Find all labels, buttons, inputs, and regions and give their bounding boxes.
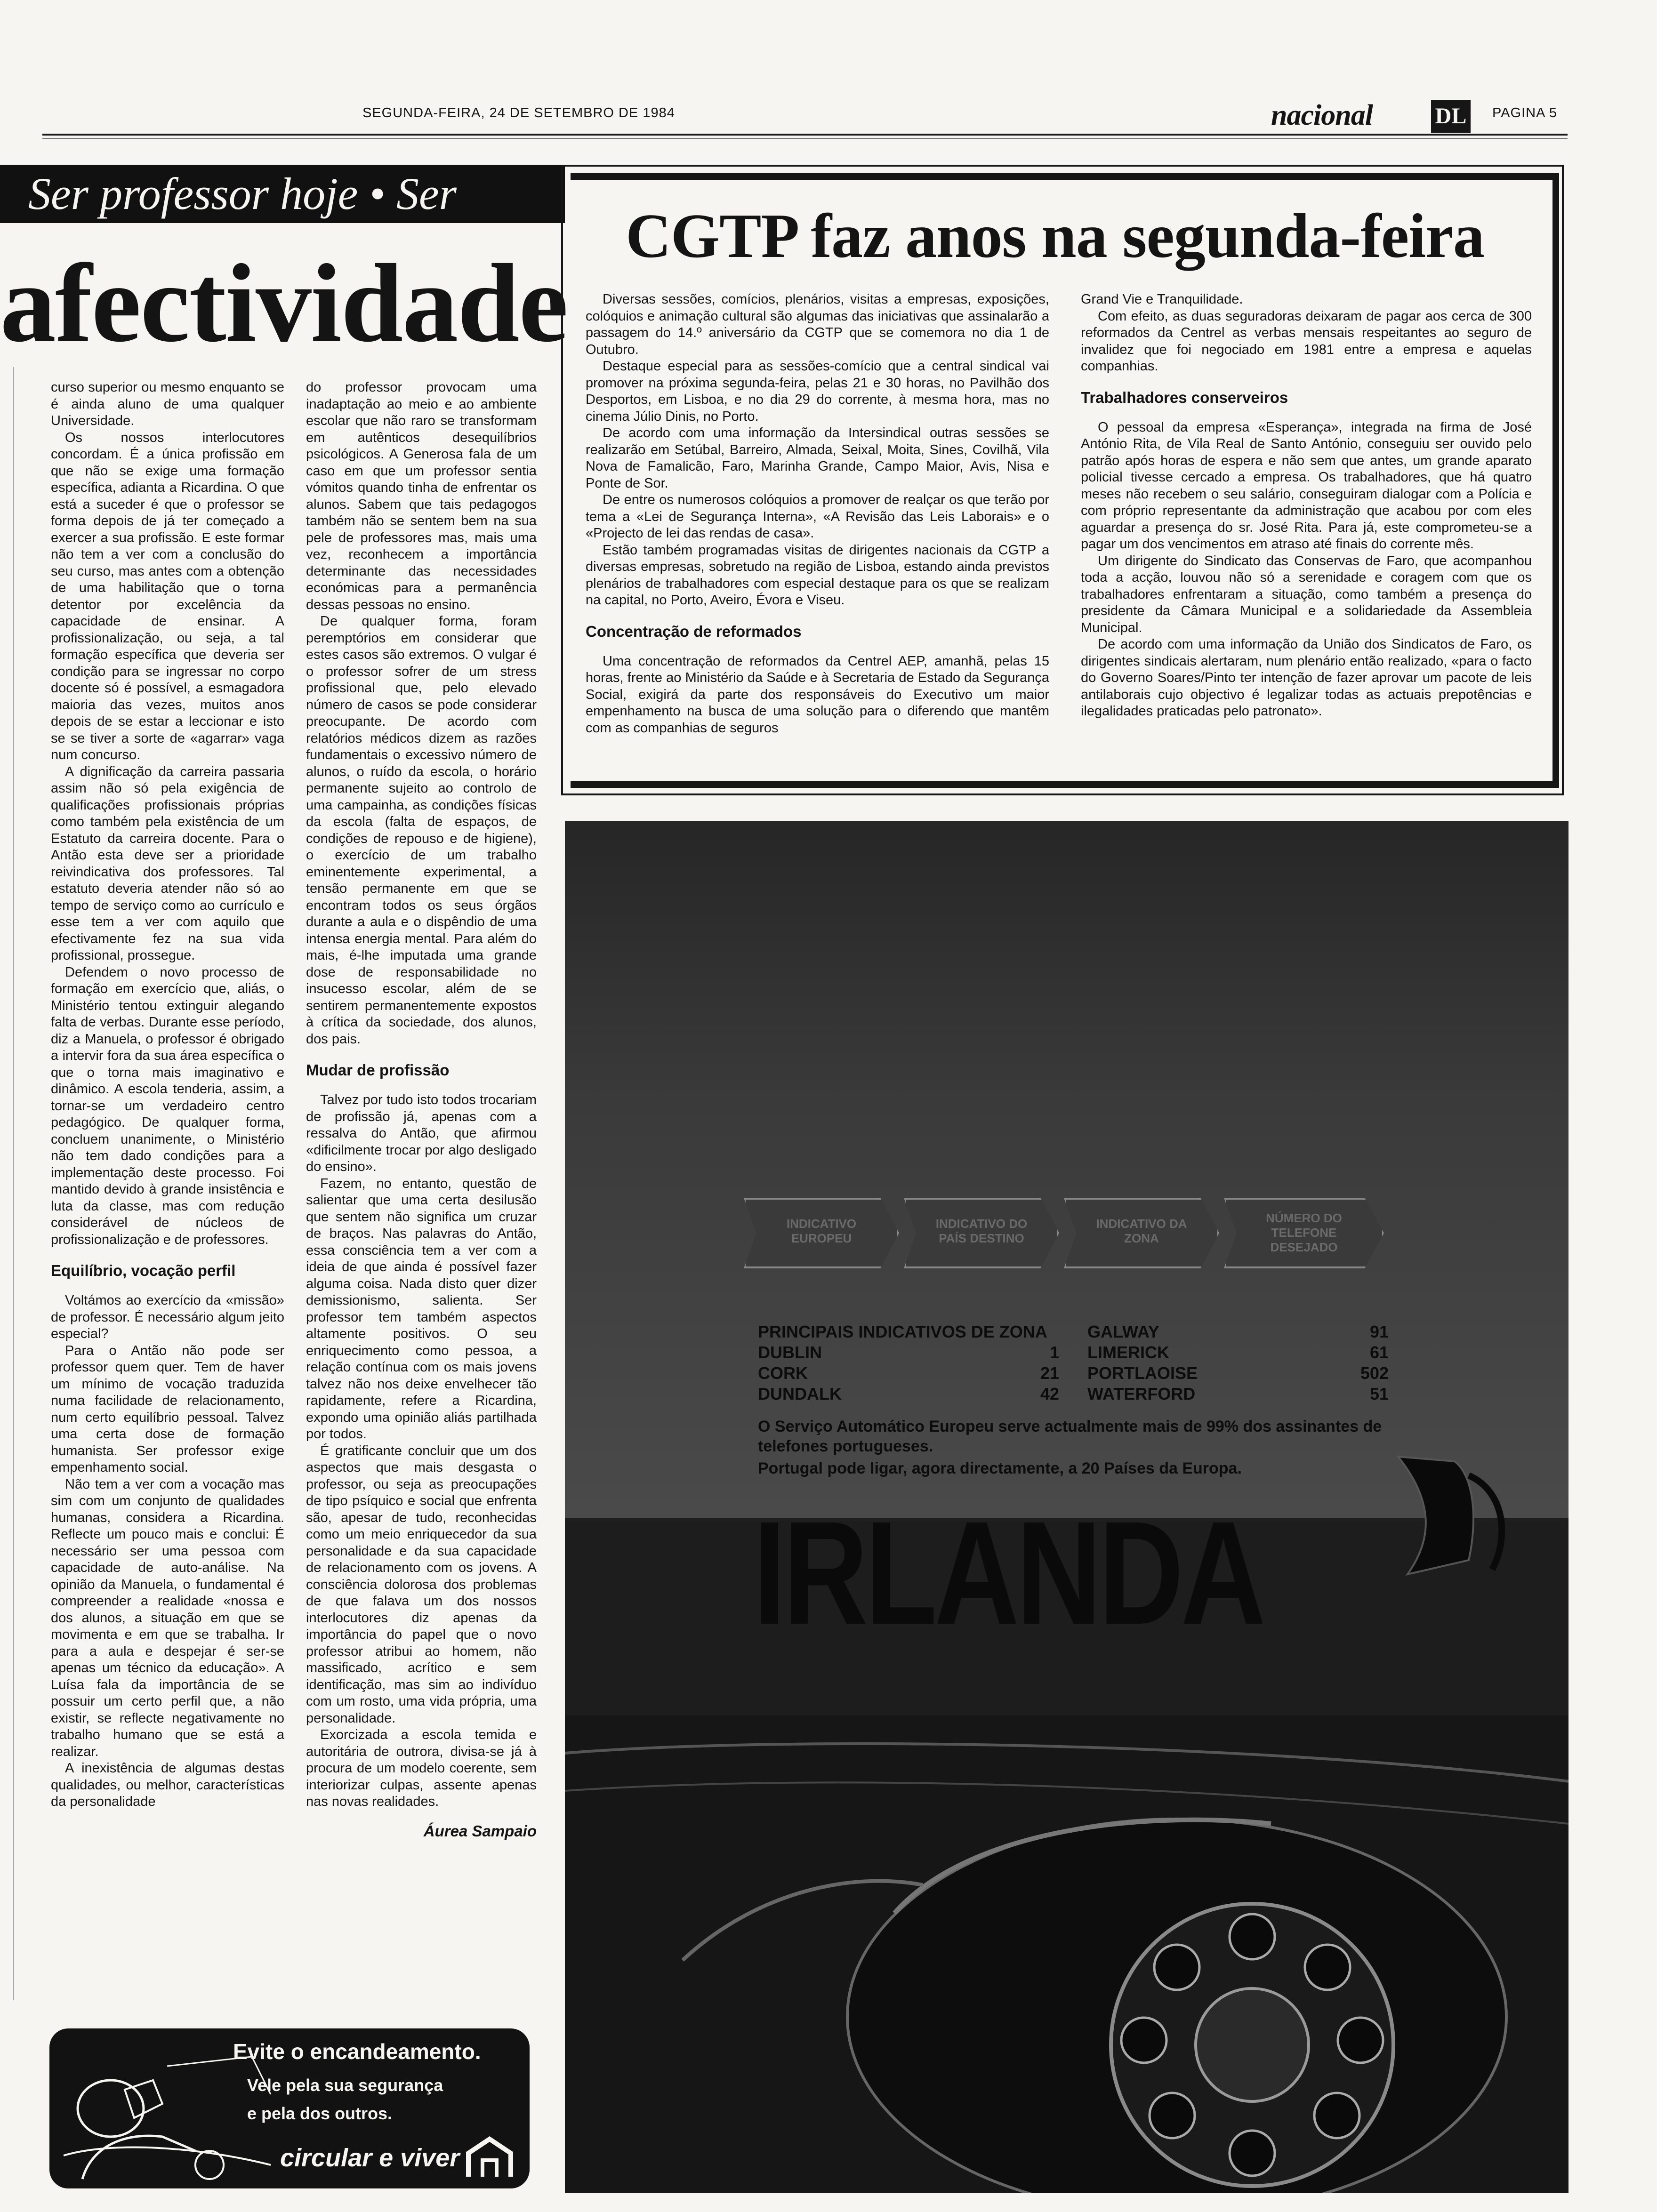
zone-code: 91 [1369, 1322, 1389, 1341]
zone-right-4 [1087, 1385, 1389, 1403]
subhead-reformados: Concentração de reformados [586, 622, 802, 640]
header-page: PAGINA 5 [1492, 105, 1558, 120]
kicker-banner [0, 165, 565, 223]
dialing-steps [744, 1198, 1478, 1268]
zone-code: 502 [1360, 1363, 1389, 1383]
paragraph: Estão também programadas visitas de dirigentes nacionais da CGTP a diversas empresas, sobretudo na região de Lisboa, estando ainda previstos plenários de trabalhadores com especial destaque para os que se realizam na capital, no Porto, Aveiro, Évora e Viseu. [586, 542, 1049, 608]
safety-line-2: Vele pela sua segurança [247, 2076, 443, 2095]
zone-code: 42 [1040, 1384, 1059, 1403]
paragraph: Com efeito, as duas seguradoras deixaram de pagar aos cerca de 300 reformados da Centrel as verbas mensais respeitantes ao seguro de invalidez que foi negociado em 1981 entre a empresa e aquelas companhias. [1081, 308, 1532, 374]
paragraph: De acordo com uma informação da União dos Sindicatos de Faro, os dirigentes sindicais alertaram, num plenário então realizado, «para o facto do Governo Soares/Pinto ter intenção de fazer aprovar um pacote de leis antilaborais cujo objectivo é legalizar todas as actuais prepotências e ilegalidades praticadas pelo patronato». [1081, 637, 1532, 719]
zone-left-1 [758, 1343, 1059, 1362]
subhead-conserveiros: Trabalhadores conserveiros [1081, 388, 1288, 406]
paragraph: Um dirigente do Sindicato das Conservas de Faro, que acompanhou toda a acção, louvou não só a serenidade e coragem com que os trabalhadores enfrentaram a situação, como também a presença do presidente da Câmara Municipal e a solidariedade da Assembleia Municipal. [1081, 553, 1532, 635]
paragraph: Não tem a ver com a vocação mas sim com um conjunto de qualidades humanas, considera a Ricardina. Reflecte um pouco mais e conclui: É necessário ser uma pessoa com capacidade de auto-análise. Na opinião da Manuela, o fundamental é compreender a realidade «nossa e dos alunos, a situação em que se movimenta e em que se trabalha. Ir para a aula e despejar é ser-se apenas um técnico da educação». A Luísa fala da importância de se possuir um certo perfil que, a não existir, se reflecte negativamente no trabalho humano que se está a realizar. [51, 1476, 284, 1759]
cgtp-box [561, 165, 1564, 795]
zone-name: CORK [758, 1363, 808, 1383]
step-label-1: INDICATIVO EUROPEU [786, 1217, 857, 1245]
service-text: O Serviço Automático Europeu serve actualmente mais de 99% dos assinantes de telefones portugueses. [758, 1418, 1382, 1455]
zone-name: DUBLIN [758, 1343, 822, 1362]
handset-icon [1379, 1447, 1520, 1584]
header-section: nacional [1271, 99, 1373, 131]
zone-table-title: PRINCIPAIS INDICATIVOS DE ZONA [758, 1322, 1047, 1341]
zone-name: LIMERICK [1087, 1343, 1169, 1362]
zone-code: 61 [1369, 1343, 1389, 1362]
paragraph: Grand Vie e Tranquilidade. [1081, 292, 1243, 307]
zone-right-1 [1087, 1322, 1389, 1341]
paragraph: Destaque especial para as sessões-comício que a central sindical vai promover na próxima segunda-feira, pelas 21 e 30 horas, no Pavilhão dos Desportos, em Lisboa, e no dia 29 do corrente, à mesma hora, mas no cinema Júlio Dinis, no Porto. [586, 359, 1049, 424]
paragraph: A inexistência de algumas destas qualidades, ou melhor, características da personalidade [51, 1761, 284, 1809]
paragraph: De qualquer forma, foram peremptórios em considerar que estes casos são extremos. O vulgar é o professor sofrer de um stress profissional que, pelo elevado número de casos se pode considerar preocupante. De acordo com relatórios médicos dizem as razões fundamentais o excessivo número de alunos, o ruído da escola, o horário permanente sujeito ao controlo de uma campainha, as condições físicas da escola (falta de espaços, de condições de repouso e de higiene), o exercício de um trabalho eminentemente experimental, a tensão permanente em que se encontram todos os seus órgãos durante a aula e o dispêndio de uma intensa energia mental. Para além do mais, é-lhe imputada uma grande dose de responsabilidade no insucesso escolar, além de se sentirem permanentemente expostos à crítica da sociedade, dos alunos, dos pais. [306, 614, 537, 1047]
paragraph: O pessoal da empresa «Esperança», integrada na firma de José António Rita, de Vila Real de Santo António, conseguiu ser ouvido pelo patrão após horas de espera e não sem que antes, um grande aparato policial tivesse cercado a empresa. Os trabalhadores, que há quatro meses não recebem o seu salário, conseguiram dialogar com a Polícia e com próprio representante da administração que acabou por com eles aguardar a presença do sr. José Rita. Para já, este comprometeu-se a pagar um dos vencimentos em atraso até finais do corrente mês. [1081, 419, 1532, 552]
paragraph: De acordo com uma informação da Intersindical outras sessões se realizarão em Setúbal, Barreiro, Almada, Seixal, Moita, Sines, Covilhã, Vila Nova de Famalicão, Faro, Marinha Grande, Campo Maior, Avis, Nisa e Ponte de Sor. [586, 425, 1049, 491]
logo-glyph: DL [1435, 104, 1467, 128]
article-column-2 [306, 379, 537, 1839]
zone-name: PORTLAOISE [1087, 1363, 1198, 1383]
cgtp-column-2 [1081, 291, 1532, 720]
header-date: SEGUNDA-FEIRA, 24 DE SETEMBRO DE 1984 [362, 105, 675, 120]
step-label-2: INDICATIVO DO PAÍS DESTINO [935, 1217, 1028, 1245]
zone-code: 1 [1049, 1343, 1059, 1362]
zone-code: 51 [1369, 1384, 1389, 1403]
cgtp-column-1 [586, 291, 1049, 737]
cgtp-box-right-bar [1552, 173, 1559, 788]
safety-line-1: Evite o encandeamento. [233, 2039, 481, 2064]
zone-name: GALWAY [1087, 1322, 1159, 1341]
portugal-text: Portugal pode ligar, agora directamente, a 20 Países da Europa. [758, 1459, 1242, 1477]
safety-line-3: e pela dos outros. [247, 2104, 393, 2123]
telephone-illustration [565, 1715, 1569, 2193]
article-title: afectividade [0, 241, 568, 365]
zone-left-2 [758, 1364, 1059, 1383]
paragraph: Uma concentração de reformados da Centrel AEP, amanhã, pelas 15 horas, frente ao Ministério da Saúde e à Secretaria de Estado da Segurança Social, exigirá da parte dos responsáveis do Executivo um maior empenhamento na busca de uma solução para o diferendo que mantêm com as companhias de seguros [586, 653, 1049, 736]
subhead-equilibrio: Equilíbrio, vocação perfil [51, 1262, 236, 1279]
cgtp-headline: CGTP faz anos na segunda-feira [626, 201, 1484, 271]
safety-ad [49, 2028, 530, 2188]
zone-name: DUNDALK [758, 1384, 842, 1403]
paragraph: A dignificação da carreira passaria assim não só pela exigência de qualificações profissionais próprias como também pela existência de um Estatuto da carreira docente. Para o Antão esta deve ser a prioridade reivindicativa dos professores. Tal estatuto deveria atender não só ao tempo de serviço como ao currículo e esse tem a ver com aquilo que efectivamente fez na sua vida profissional, prossegue. [51, 764, 284, 963]
header-rule [42, 134, 1568, 136]
paragraph: do professor provocam uma inadaptação ao meio e ao ambiente escolar que não raro se transformam em autênticos desequilíbrios psicológicos. A Generosa fala de um caso em que um professor sentia vómitos quando tinha de enfrentar os alunos. Sabem que tais pedagogos também não se sentem bem na sua pele de professores mas, mais uma vez, reconhecem a importância determinante das necessidades económicas para a permanência dessas pessoas no ensino. [306, 380, 537, 612]
paragraph: curso superior ou mesmo enquanto se é ainda aluno de uma qualquer Universidade. [51, 380, 284, 428]
paragraph: É gratificante concluir que um dos aspectos que mais desgasta o professor, ou seja as preocupações de tipo psíquico e social que enfrenta são, apesar de tudo, reconhecidas como um meio enriquecedor da sua personalidade e da sua capacidade de relacionamento com os jovens. A consciência dolorosa dos problemas de que falava um dos nossos interlocutores diz apenas da importância do papel que o novo professor atribui ao homem, não massificado, acrítico e sem identificação, mas sim ao indivíduo com um rosto, uma vida própria, uma personalidade. [306, 1443, 537, 1726]
zone-right-3 [1087, 1364, 1389, 1383]
country-word: IRLANDA [753, 1491, 1263, 1655]
article-column-1 [51, 379, 284, 1811]
header-logo [1431, 100, 1471, 133]
paragraph: Voltámos ao exercício da «missão» de professor. É necessário algum jeito especial? [51, 1293, 284, 1341]
zone-name: WATERFORD [1087, 1384, 1196, 1403]
paragraph: Fazem, no entanto, questão de salientar que uma certa desilusão que sentem não significa um cruzar de braços. Nas palavras do Antão, essa consciência tem a ver com a ideia de que ainda é possível fazer alguma coisa. Nada disto quer dizer demissionismo, salienta. Ser professor tem também aspectos altamente positivos. O seu enriquecimento como pessoa, a relação contínua com os mais jovens talvez não nos deixe envelhecer tão rapidamente, refere a Ricardina, expondo uma opinião aliás partilhada por todos. [306, 1176, 537, 1442]
step-label-4: NÚMERO DO TELEFONE DESEJADO [1266, 1211, 1342, 1254]
header-rule-thin [42, 138, 1568, 139]
zone-right-2 [1087, 1343, 1389, 1362]
paragraph: Exorcizada a escola temida e autoritária de outrora, divisa-se já à procura de um modelo coerente, sem interiorizar culpas, assente apenas nas novas realidades. [306, 1727, 537, 1809]
cgtp-box-top-bar [571, 173, 1554, 180]
paragraph: Os nossos interlocutores concordam. É a única profissão em que não se exige uma formação específica, adianta a Ricardina. O que está a suceder é que o professor se forma depois de já ter começado a exercer a sua profissão. E este formar não tem a ver com a conclusão do seu curso, mas antes com a obtenção de uma habilitação que o torna detentor por excelência da capacidade de ensinar. A profissionalização, ou seja, a tal formação específica que deveria ser condição para se ingressar no corpo docente só é possível, a esmagadora maioria das vezes, muitos anos depois de se estar a leccionar e isto se se tiver a sorte de «agarrar» vaga num concurso. [51, 430, 284, 762]
page-header [38, 99, 1582, 136]
paragraph: Talvez por tudo isto todos trocariam de profissão já, apenas com a ressalva do Antão, que afirmou «dificilmente trocar por algo desligado do ensino». [306, 1092, 537, 1174]
left-margin-rule [13, 367, 14, 2000]
paragraph: Para o Antão não pode ser professor quem quer. Tem de haver um mínimo de vocação traduzida numa facilidade de relacionamento, num certo equilíbrio pessoal. Talvez uma certa dose de formação humanista. Ser professor exige empenhamento social. [51, 1343, 284, 1475]
ad-upper-panel [565, 821, 1569, 1518]
subhead-mudar: Mudar de profissão [306, 1061, 450, 1079]
byline: Áurea Sampaio [423, 1822, 537, 1840]
zone-code: 21 [1040, 1363, 1059, 1383]
circulation-logo-icon [464, 2134, 515, 2181]
kicker-text: Ser professor hoje • Ser [28, 168, 457, 219]
step-label-3: INDICATIVO DA ZONA [1096, 1217, 1187, 1245]
safety-slogan: circular e viver [280, 2144, 460, 2172]
paragraph: Defendem o novo processo de formação em exercício que, aliás, o Ministério tentou extinguir alegando falta de verbas. Durante esse período, diz a Manuela, o professor é obrigado a intervir fora da sua área específica o que o torna mais imaginativo e dinâmico. A escola tenderia, assim, a tornar-se um verdadeiro centro pedagógico. De qualquer forma, concluem unanimente, o Ministério não tem dado condições para a implementação deste processo. Foi mantido devido à grande insistência e luta da classe, mas com redução considerável de núcleos de profissionalização e de professores. [51, 964, 284, 1247]
paragraph: Diversas sessões, comícios, plenários, visitas a empresas, exposições, colóquios e animação cultural são algumas das iniciativas que assinalarão a passagem do 14.º aniversário da CGTP que se comemora no dia 1 de Outubro. [586, 292, 1049, 357]
paragraph: De entre os numerosos colóquios a promover de realçar os que terão por tema a «Lei de Segurança Interna», «A Revisão das Leis Laborais» e o «Projecto de lei das rendas de casa». [586, 492, 1049, 541]
zone-left-3 [758, 1385, 1059, 1403]
cgtp-box-bottom-bar [571, 781, 1559, 788]
irlanda-ad [565, 821, 1569, 2193]
